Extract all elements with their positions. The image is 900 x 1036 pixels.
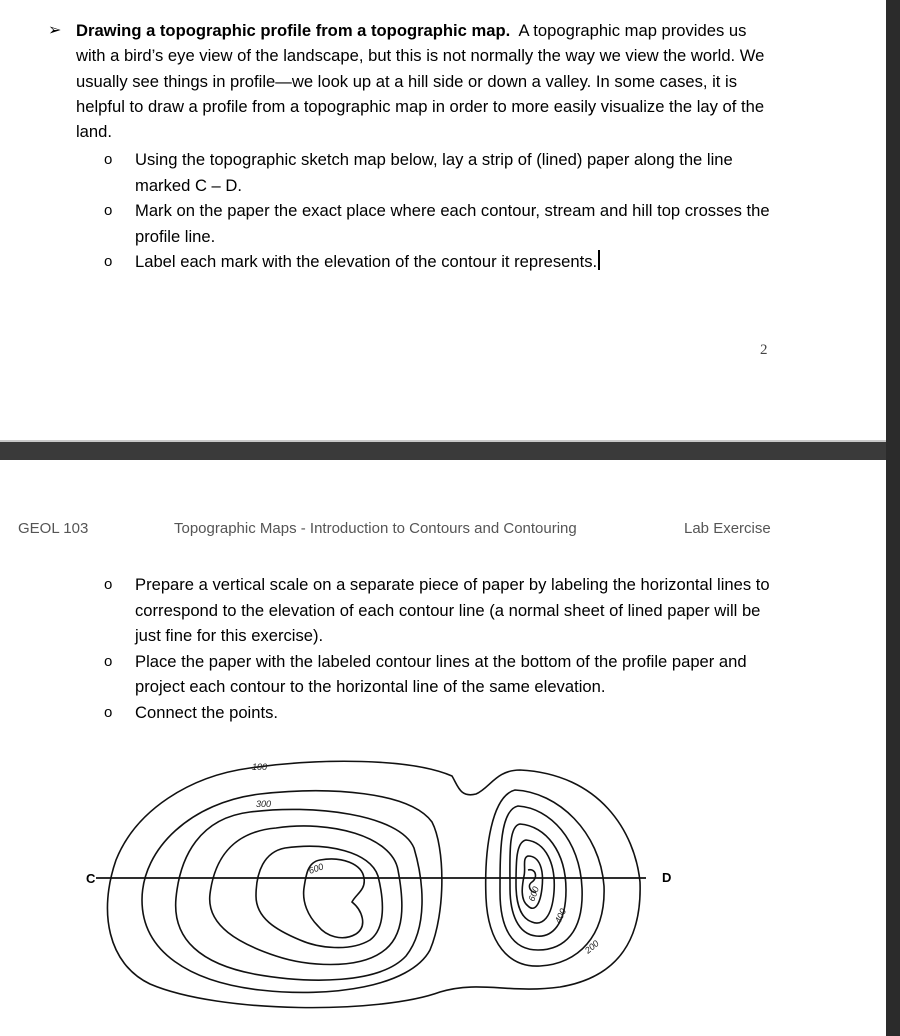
contour-label-300: 300 xyxy=(256,799,272,809)
list-item[interactable] xyxy=(104,572,784,649)
page-number: 2 xyxy=(760,342,768,358)
list-item-text: Connect the points. xyxy=(135,702,278,722)
circle-bullet-icon: o xyxy=(104,202,113,219)
contour-label-100: 100 xyxy=(252,762,268,772)
heading-body-text: A topographic map provides us with a bird’s eye view of the landscape, but this is not normally the way we view the world. We usually see things in profile—we look up at a hill side or down a valley. In some cases, it is helpful to draw a profile from a topographic map in order to more easily visualize the lay of the land. xyxy=(76,21,765,142)
list-item[interactable] xyxy=(104,249,784,275)
contour-line-200 xyxy=(142,791,442,993)
main-bullet-item xyxy=(48,18,768,144)
contour-label-200: 200 xyxy=(582,938,601,956)
contour-label-600: 600 xyxy=(307,861,325,876)
list-item[interactable] xyxy=(104,649,784,700)
page-break-gap xyxy=(0,440,886,462)
instruction-paragraph[interactable] xyxy=(76,18,768,144)
circle-bullet-icon: o xyxy=(104,576,113,593)
endpoint-label-c: C xyxy=(86,871,96,886)
header-course-code: GEOL 103 xyxy=(18,520,89,537)
circle-bullet-icon: o xyxy=(104,151,113,168)
contour-line-500-right xyxy=(516,840,554,923)
sub-bullet-list-2 xyxy=(104,572,784,725)
endpoint-label-d: D xyxy=(662,870,672,885)
contour-line-100 xyxy=(107,761,640,1007)
header-lab-label: Lab Exercise xyxy=(684,520,771,537)
contour-label-400: 400 xyxy=(552,906,569,925)
document-page-1 xyxy=(0,0,886,440)
contour-line-300 xyxy=(176,809,422,980)
heading-bold-text: Drawing a topographic profile from a topographic map. xyxy=(76,21,511,40)
circle-bullet-icon: o xyxy=(104,652,113,670)
arrow-bullet-icon: ➢ xyxy=(48,22,62,39)
list-item-text: Using the topographic sketch map below, lay a strip of (lined) paper along the line marked C – D. xyxy=(135,150,733,195)
circle-bullet-icon: o xyxy=(104,703,113,721)
list-item[interactable] xyxy=(104,147,784,198)
header-title: Topographic Maps - Introduction to Contours and Contouring xyxy=(174,520,577,537)
document-scrollbar[interactable] xyxy=(886,0,900,1036)
list-item-text: Prepare a vertical scale on a separate piece of paper by labeling the horizontal lines to correspond to the elevation of each contour line (a normal sheet of lined paper will be just fine for this exercise). xyxy=(135,575,770,645)
list-item[interactable] xyxy=(104,700,784,726)
list-item-text: Label each mark with the elevation of the contour it represents. xyxy=(135,252,598,271)
list-item-text: Mark on the paper the exact place where each contour, stream and hill top crosses the profile line. xyxy=(135,201,770,246)
circle-bullet-icon: o xyxy=(104,253,113,270)
list-item-text: Place the paper with the labeled contour lines at the bottom of the profile paper and project each contour to the horizontal line of the same elevation. xyxy=(135,651,747,696)
text-cursor xyxy=(598,250,600,270)
sub-bullet-list-1 xyxy=(104,147,784,275)
contour-label-600-right: 600 xyxy=(526,885,542,903)
topographic-sketch-map xyxy=(80,752,700,1036)
list-item[interactable] xyxy=(104,198,784,249)
